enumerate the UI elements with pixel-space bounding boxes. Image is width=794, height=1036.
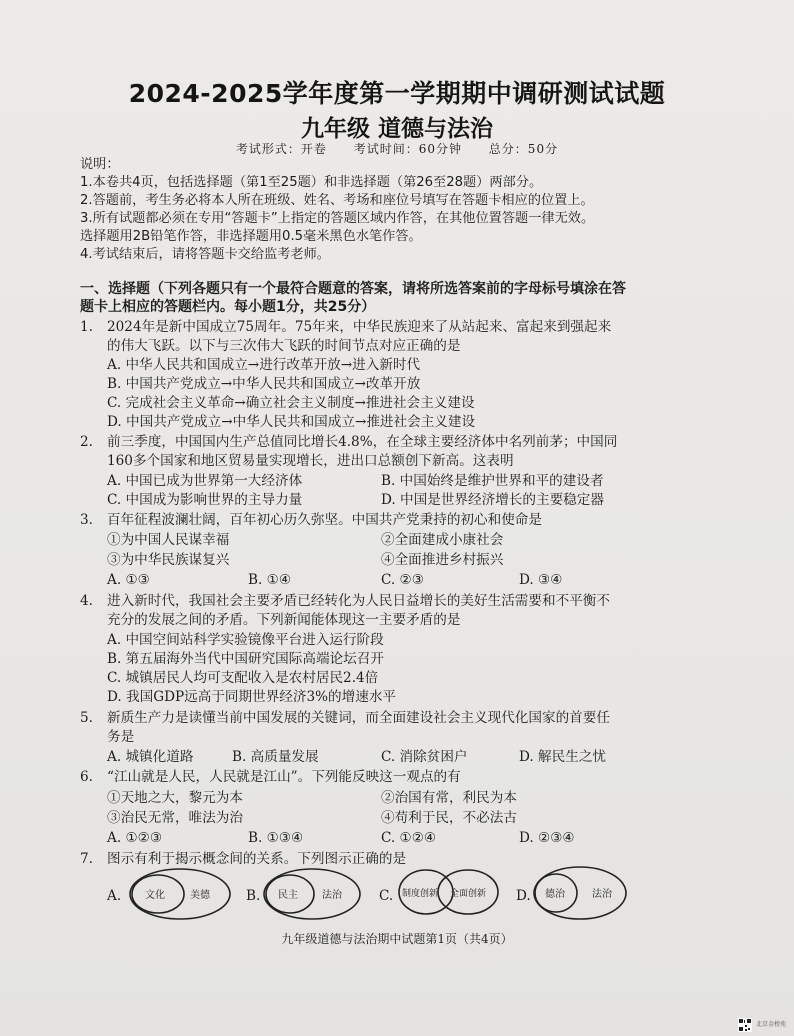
- option-d: D. 解民生之忧: [519, 749, 607, 765]
- section-heading-line1: 一、选择题（下列各题只有一个最符合题意的答案，请将所选答案前的字母标号填涂在答: [80, 281, 626, 297]
- statement-3: ③为中华民族谋复兴: [107, 552, 230, 568]
- question-stem: 百年征程波澜壮阔，百年初心历久弥坚。中国共产党秉持的初心和使命是: [107, 512, 542, 528]
- instruction-item: 4.考试结束后，请将答题卡交给监考老师。: [80, 247, 330, 262]
- question-stem: 2024年是新中国成立75周年。75年来，中华民族迎来了从站起来、富起来到强起来: [107, 319, 612, 335]
- option-b: B. 中国始终是维护世界和平的建设者: [381, 473, 604, 489]
- question-stem: “江山就是人民，人民就是江山”。下列能反映这一观点的有: [107, 769, 461, 785]
- option-c: C. 完成社会主义革命→确立社会主义制度→推进社会主义建设: [107, 395, 475, 411]
- question-stem: 务是: [107, 729, 135, 745]
- option-c: C. ②③: [381, 572, 424, 588]
- question-number: 5.: [80, 710, 93, 726]
- question-number: 3.: [80, 512, 93, 528]
- option-a: A. 城镇化道路: [107, 749, 194, 765]
- instruction-item: 选择题用2B铅笔作答，非选择题用0.5毫米黑色水笔作答。: [80, 229, 422, 244]
- diagram-a-inner-label: 文化: [145, 890, 165, 901]
- option-a: A. 中华人民共和国成立→进行改革开放→进入新时代: [107, 357, 421, 373]
- option-d: D. 中国共产党成立→中华人民共和国成立→推进社会主义建设: [107, 414, 476, 430]
- statement-3: ③治民无常，唯法为治: [107, 810, 243, 826]
- option-a: A. ①②③: [107, 830, 163, 846]
- diagram-b-inner-label: 民主: [278, 890, 298, 901]
- qr-code-icon: [738, 1018, 752, 1032]
- question-stem: 图示有利于揭示概念间的关系。下列图示正确的是: [107, 851, 407, 867]
- option-b: B. 中国共产党成立→中华人民共和国成立→改革开放: [107, 376, 421, 392]
- statement-2: ②全面建成小康社会: [381, 532, 504, 548]
- question-stem: 充分的发展之间的矛盾。下列新闻能体现这一主要矛盾的是: [107, 612, 461, 628]
- question-stem: 进入新时代，我国社会主要矛盾已经转化为人民日益增长的美好生活需要和不平衡不: [107, 593, 610, 609]
- option-b: B. 高质量发展: [232, 749, 319, 765]
- statement-1: ①天地之大，黎元为本: [107, 790, 243, 806]
- diagram-b-outer-label: 法治: [322, 890, 342, 901]
- instructions-heading: 说明：: [80, 157, 120, 172]
- instruction-item: 3.所有试题都必须在专用“答题卡”上指定的答题区域内作答，在其他位置答题一律无效。: [80, 211, 595, 226]
- instruction-item: 1.本卷共4页，包括选择题（第1至25题）和非选择题（第26至28题）两部分。: [80, 175, 543, 190]
- option-a: A. 中国已成为世界第一大经济体: [107, 473, 303, 489]
- option-d: D. ③④: [519, 572, 563, 588]
- diagram-b: [260, 866, 364, 922]
- diagram-a-outer-label: 美德: [190, 890, 210, 901]
- statement-1: ①为中国人民谋幸福: [107, 532, 230, 548]
- diagram-d: [530, 864, 630, 922]
- diagram-d-inner-label: 德治: [545, 889, 565, 900]
- question-stem: 新质生产力是读懂当前中国发展的关键词，而全面建设社会主义现代化国家的首要任: [107, 710, 610, 726]
- question-number: 6.: [80, 769, 93, 785]
- diagram-label-d: D.: [516, 888, 531, 904]
- statement-4: ④苟利于民，不必法古: [381, 810, 517, 826]
- question-number: 2.: [80, 434, 93, 450]
- option-b: B. ①④: [248, 572, 292, 588]
- statement-4: ④全面推进乡村振兴: [381, 552, 504, 568]
- diagram-d-outer-label: 法治: [592, 889, 612, 900]
- diagram-label-a: A.: [107, 888, 122, 904]
- question-number: 4.: [80, 593, 93, 609]
- option-c: C. 消除贫困户: [381, 749, 468, 765]
- question-stem: 160多个国家和地区贸易量实现增长，进出口总额创下新高。这表明: [107, 453, 514, 469]
- option-a: A. 中国空间站科学实验镜像平台进入运行阶段: [107, 632, 384, 648]
- page-footer: 九年级道德与法治期中试题第1页（共4页）: [281, 932, 513, 946]
- section-heading-line2: 题卡上相应的答题栏内。每小题1分，共25分）: [80, 299, 376, 315]
- option-c: C. 城镇居民人均可支配收入是农村居民2.4倍: [107, 670, 379, 686]
- watermark-logo: 北京金榜苑: [756, 1021, 787, 1028]
- question-stem: 前三季度，中国国内生产总值同比增长4.8%，在全球主要经济体中名列前茅；中国同: [107, 434, 618, 450]
- exam-subtitle: 九年级 道德与法治: [300, 116, 493, 142]
- diagram-c-right-label: 全面创新: [450, 889, 487, 899]
- option-d: D. 我国GDP远高于同期世界经济3%的增速水平: [107, 689, 397, 705]
- question-number: 7.: [80, 851, 93, 867]
- diagram-label-b: B.: [246, 888, 261, 904]
- option-c: C. 中国成为影响世界的主导力量: [107, 492, 303, 508]
- option-b: B. ①③④: [248, 830, 304, 846]
- option-c: C. ①②④: [381, 830, 437, 846]
- diagram-a: [126, 866, 238, 922]
- diagram-c-left-label: 制度创新: [402, 889, 439, 899]
- option-d: D. ②③④: [519, 830, 575, 846]
- option-a: A. ①③: [107, 572, 150, 588]
- instruction-item: 2.答题前，考生务必将本人所在班级、姓名、考场和座位号填写在答题卡相应的位置上。: [80, 193, 594, 208]
- exam-meta: 考试形式：开卷 考试时间：60分钟 总分：50分: [235, 142, 559, 156]
- diagram-label-c: C.: [379, 888, 394, 904]
- exam-title: 2024-2025学年度第一学期期中调研测试试题: [128, 79, 666, 108]
- option-d: D. 中国是世界经济增长的主要稳定器: [381, 492, 604, 508]
- question-number: 1.: [80, 319, 93, 335]
- statement-2: ②治国有常，利民为本: [381, 790, 517, 806]
- option-b: B. 第五届海外当代中国研究国际高端论坛召开: [107, 651, 384, 667]
- question-stem: 的伟大飞跃。以下与三次伟大飞跃的时间节点对应正确的是: [107, 338, 461, 354]
- diagram-c: [396, 866, 502, 920]
